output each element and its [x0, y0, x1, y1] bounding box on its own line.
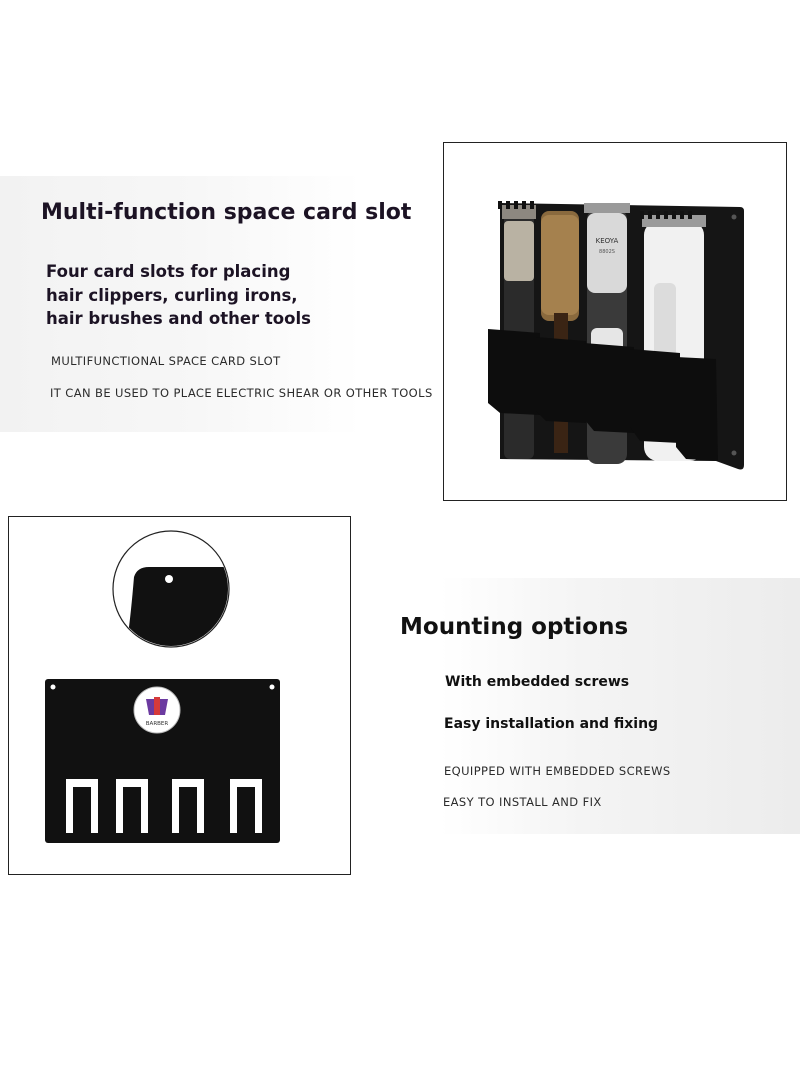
caps-line-electric-shear: IT CAN BE USED TO PLACE ELECTRIC SHEAR OR OTHER TOOLS — [50, 386, 433, 400]
caps-line-embedded-screws: EQUIPPED WITH EMBEDDED SCREWS — [444, 764, 671, 778]
screw-hole — [732, 451, 737, 456]
holder-with-tools-illustration — [444, 143, 786, 500]
section-title-card-slot: Multi-function space card slot — [41, 200, 412, 225]
screw-hole — [51, 685, 56, 690]
barber-logo-text: BARBER — [145, 721, 169, 727]
screw-hole — [270, 685, 275, 690]
caps-line-space-card-slot: MULTIFUNCTIONAL SPACE CARD SLOT — [51, 354, 281, 368]
caps-line-easy-install: EASY TO INSTALL AND FIX — [443, 795, 602, 809]
corner-screw-hole — [165, 575, 173, 583]
description-line-1: Four card slots for placing — [46, 262, 291, 281]
description-line-3: hair brushes and other tools — [46, 309, 311, 328]
product-photo — [443, 142, 787, 501]
holder-diagram — [8, 516, 351, 875]
mounting-option-embedded-screws: With embedded screws — [445, 674, 630, 690]
section-title-mounting: Mounting options — [400, 614, 629, 640]
mounting-option-easy-installation: Easy installation and fixing — [444, 716, 659, 732]
description-line-2: hair clippers, curling irons, — [46, 286, 298, 305]
screw-hole — [732, 215, 737, 220]
holder-diagram-illustration — [9, 517, 350, 874]
clipper-brand: KEOYA — [595, 237, 619, 245]
clipper-model: 8802S — [599, 249, 615, 255]
corner-detail — [124, 567, 229, 657]
